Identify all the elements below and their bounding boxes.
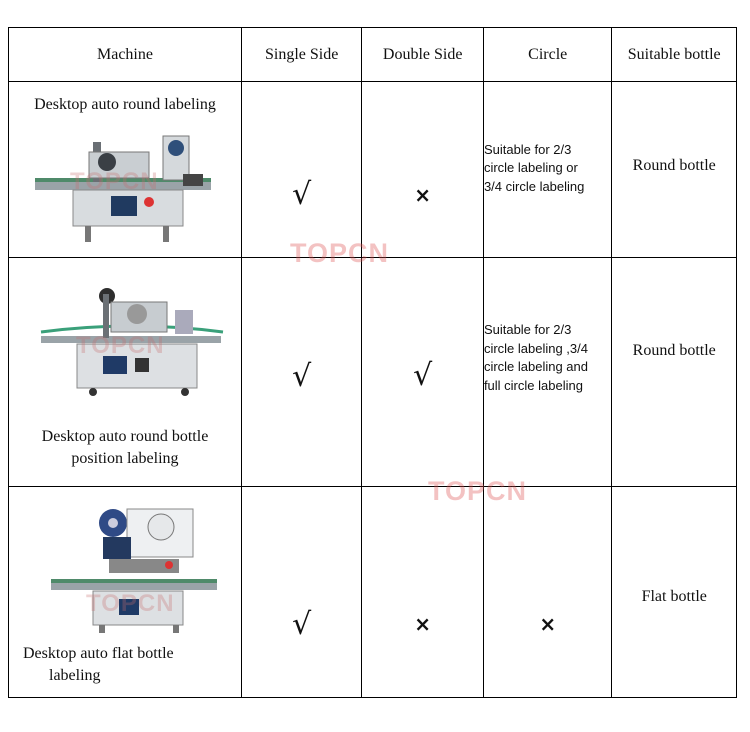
machine-name-line: position labeling [71,450,179,467]
single-side-cell [241,487,361,698]
cross-mark: × [539,612,557,636]
header-suitable-bottle: Suitable bottle [612,28,737,82]
bottle-cell [612,487,737,698]
cross-mark: × [414,612,432,636]
header-circle: Circle [483,28,612,82]
check-mark: √ [292,358,312,394]
circle-text-line: circle labeling or [483,160,578,176]
watermark: TOPCN [428,476,528,506]
circle-text-line: Suitable for 2/3 [483,322,572,337]
bottle-cell [612,258,737,487]
watermark: TOPCN [70,168,159,195]
machine-name [23,643,174,687]
machine-name-line: labeling [49,667,101,684]
machine-name-line: Desktop auto round bottle [41,428,209,445]
circle-cell [483,82,612,258]
watermark: TOPCN [290,238,390,268]
circle-text-line: circle labeling ,3/4 [483,340,588,356]
bottle-text: Round bottle [632,342,716,359]
header-single-side: Single Side [241,28,361,82]
machine-name [9,94,241,116]
watermark: TOPCN [86,590,175,617]
double-side-cell [362,487,484,698]
circle-text-line: full circle labeling [483,377,583,393]
header-machine: Machine [9,28,242,82]
circle-text-line: circle labeling and [483,359,589,374]
single-side-cell [241,258,361,487]
circle-cell [483,258,612,487]
machine-name-line: Desktop auto flat bottle [23,645,174,662]
double-side-cell [362,258,484,487]
check-mark: √ [292,606,312,642]
check-mark: √ [413,357,433,393]
circle-text-line: Suitable for 2/3 [483,141,572,157]
header-row [9,28,737,82]
machine-name [9,426,241,470]
bottle-cell [612,82,737,258]
header-double-side: Double Side [362,28,484,82]
machine-name-line: Desktop auto round labeling [34,96,216,113]
double-side-cell [362,82,484,258]
watermark: TOPCN [76,332,165,359]
bottle-text: Flat bottle [641,588,707,605]
single-side-cell [241,82,361,258]
cross-mark: × [414,182,432,207]
bottle-text: Round bottle [632,156,716,174]
table-row [9,258,737,487]
circle-cell [483,487,612,698]
check-mark: √ [292,177,312,212]
machine-cell [9,258,242,487]
circle-text-line: 3/4 circle labeling [483,178,585,194]
